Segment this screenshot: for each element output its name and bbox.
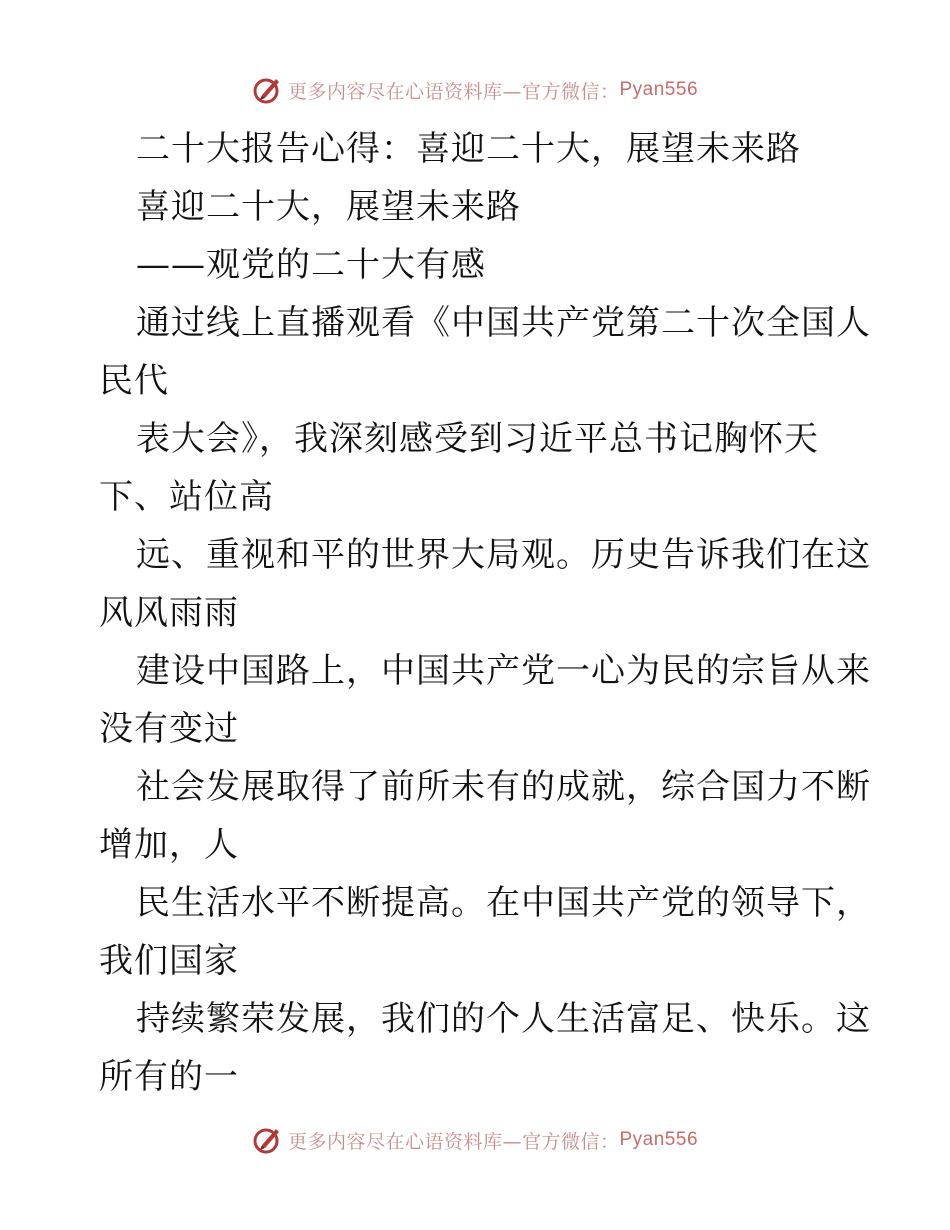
- text-line: 二十大报告心得：喜迎二十大，展望未来路: [136, 129, 801, 169]
- header-watermark: [0, 70, 950, 110]
- text-line: 社会发展取得了前所未有的成就，综合国力不断: [136, 767, 871, 807]
- pen-logo-icon: [252, 75, 282, 105]
- text-line: 下、站位高: [99, 477, 274, 517]
- text-line: 民代: [99, 361, 169, 401]
- text-line: 通过线上直播观看《中国共产党第二十次全国人: [136, 303, 871, 343]
- watermark-handle: Pyan556: [619, 79, 699, 100]
- text-line: 持续繁荣发展，我们的个人生活富足、快乐。这: [136, 999, 871, 1039]
- text-line: 风风雨雨: [99, 593, 239, 633]
- text-line: 建设中国路上，中国共产党一心为民的宗旨从来: [136, 651, 871, 691]
- text-line: 增加，人: [99, 825, 239, 865]
- text-line: 我们国家: [99, 941, 239, 981]
- text-line: 没有变过: [99, 709, 239, 749]
- watermark-text: 更多内容尽在心语资料库—官方微信：: [287, 80, 620, 103]
- watermark-text: 更多内容尽在心语资料库—官方微信：: [287, 1130, 620, 1153]
- text-line: 所有的一: [99, 1057, 239, 1097]
- text-line: 远、重视和平的世界大局观。历史告诉我们在这: [136, 535, 871, 575]
- text-line: 民生活水平不断提高。在中国共产党的领导下，: [136, 883, 871, 923]
- footer-watermark: [0, 1120, 950, 1160]
- watermark-handle: Pyan556: [619, 1129, 699, 1150]
- text-line: 表大会》，我深刻感受到习近平总书记胸怀天: [136, 419, 819, 459]
- text-line: ——观党的二十大有感: [136, 245, 486, 285]
- text-line: 喜迎二十大，展望未来路: [136, 187, 521, 227]
- document-body: [99, 120, 871, 1106]
- pen-logo-icon: [252, 1125, 282, 1155]
